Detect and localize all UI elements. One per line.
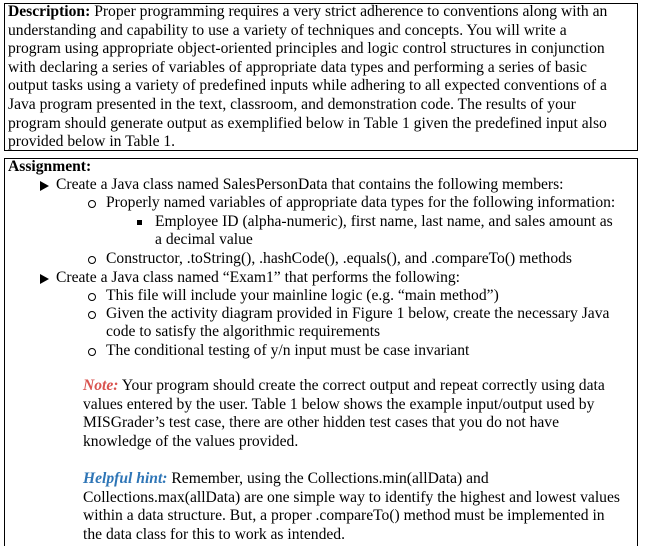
- circle-bullet-icon: [88, 256, 96, 264]
- hint-line: the data class for this to work as intended.: [83, 525, 345, 543]
- note-line: values entered by the user. Table 1 below shows the example input/output used by: [83, 395, 595, 413]
- description-line: program should generate output as exemplified below in Table 1 given the predefined input also: [8, 114, 607, 132]
- description-label: Description:: [8, 3, 91, 20]
- assignment-heading: Assignment:: [8, 158, 92, 175]
- assignment-item-1-sub-1-detail-cont: a decimal value: [155, 231, 253, 248]
- description-paragraph: [8, 3, 636, 152]
- circle-bullet-icon: [88, 348, 96, 356]
- note-line: knowledge of the values provided.: [83, 432, 299, 450]
- description-line: understanding and capability to use a variety of techniques and concepts. You will write a: [8, 21, 567, 39]
- assignment-item-2-sub-2: Given the activity diagram provided in Figure 1 below, create the necessary Java: [106, 305, 610, 322]
- square-bullet-icon: [137, 220, 142, 225]
- description-line: Java program presented in the text, classroom, and demonstration code. The results of your: [8, 95, 576, 113]
- assignment-item-1-sub-1-detail: Employee ID (alpha-numeric), first name, last name, and sales amount as: [155, 213, 613, 230]
- arrow-bullet-icon: [40, 181, 49, 191]
- circle-bullet-icon: [88, 311, 96, 319]
- arrow-bullet-icon: [40, 274, 49, 284]
- note-line: Note: Your program should create the correct output and repeat correctly using data: [83, 377, 605, 394]
- assignment-item-2-sub-3: The conditional testing of y/n input must be case invariant: [106, 342, 470, 359]
- hint-line: Helpful hint: Remember, using the Collections.min(allData) and: [83, 470, 489, 487]
- hint-line: Collections.max(allData) are one simple way to identify the highest and lowest values: [83, 488, 620, 506]
- description-line: output tasks using a variety of predefined inputs while adhering to all expected conventions of a: [8, 77, 607, 95]
- assignment-item-1: Create a Java class named SalesPersonData that contains the following members:: [56, 176, 564, 193]
- assignment-item-1-sub-1: Properly named variables of appropriate data types for the following information:: [106, 194, 616, 211]
- description-line: Description: Proper programming requires a very strict adherence to conventions along with an: [8, 3, 608, 20]
- hint-paragraph: [83, 470, 620, 544]
- hint-label: Helpful hint:: [83, 470, 168, 487]
- description-line: provided below in Table 1.: [8, 133, 176, 151]
- circle-bullet-icon: [88, 293, 96, 301]
- description-line: with declaring a series of variables of appropriate data types and performing a series of basic: [8, 58, 587, 76]
- description-line: program using appropriate object-oriented principles and logic control structures in conjunction: [8, 40, 605, 58]
- assignment-item-1-sub-2: Constructor, .toString(), .hashCode(), .equals(), and .compareTo() methods: [106, 250, 572, 267]
- note-line: MISGrader’s test case, there are other hidden test cases that you do not have: [83, 414, 560, 432]
- circle-bullet-icon: [88, 200, 96, 208]
- assignment-item-2: Create a Java class named “Exam1” that performs the following:: [56, 269, 460, 286]
- hint-line: within a data structure. But, a proper .compareTo() method must be implemented in: [83, 507, 605, 525]
- assignment-item-2-sub-1: This file will include your mainline logic (e.g. “main method”): [106, 287, 499, 304]
- assignment-item-2-sub-2-cont: code to satisfy the algorithmic requirements: [106, 323, 381, 340]
- note-paragraph: [83, 377, 605, 451]
- note-label: Note:: [83, 377, 119, 394]
